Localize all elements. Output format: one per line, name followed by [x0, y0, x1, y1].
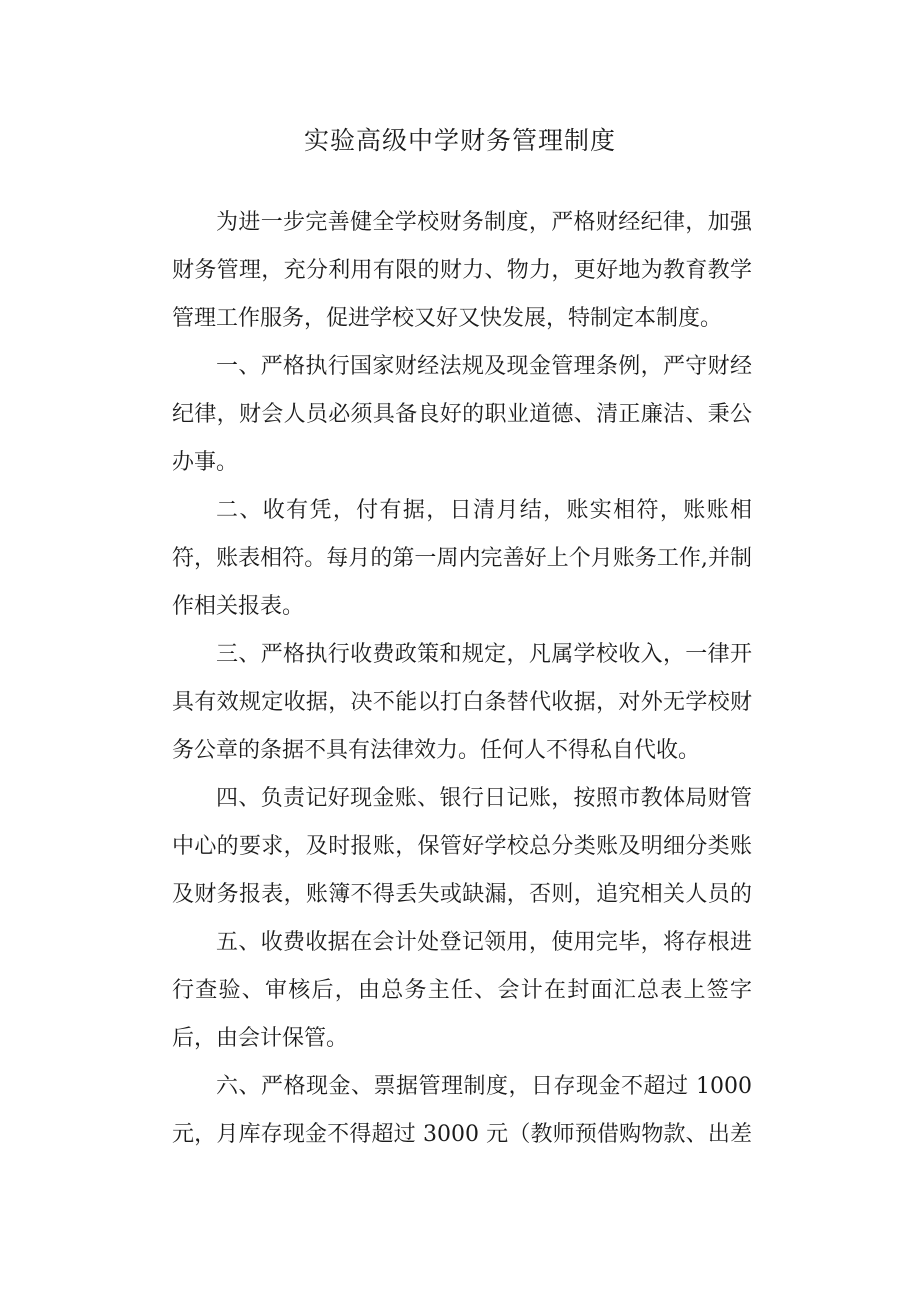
paragraph-intro: 为进一步完善健全学校财务制度，严格财经纪律，加强财务管理，充分利用有限的财力、物力，更好地为教育教学管理工作服务，促进学校又好又快发展，特制定本制度。: [172, 210, 752, 331]
document-title: 实验高级中学财务管理制度: [303, 126, 616, 155]
paragraph-clause-3: 三、严格执行收费政策和规定，凡属学校收入，一律开具有效规定收据，决不能以打白条替代收据，对外无学校财务公章的条据不具有法律效力。任何人不得私自代收。: [172, 642, 752, 763]
paragraph-clause-2: 二、收有凭，付有据，日清月结，账实相符，账账相符，账表相符。每月的第一周内完善好上个月账务工作,并制作相关报表。: [172, 498, 752, 619]
paragraph-clause-4: 四、负责记好现金账、银行日记账，按照市教体局财管中心的要求，及时报账，保管好学校总分类账及明细分类账及财务报表，账簿不得丢失或缺漏，否则，追究相关人员的: [172, 786, 752, 907]
document-body: [172, 199, 752, 1159]
paragraph-clause-6: 六、严格现金、票据管理制度，日存现金不超过 1000 元，月库存现金不得超过 3000 元（教师预借购物款、出差: [172, 1074, 752, 1147]
paragraph-clause-5: 五、收费收据在会计处登记领用，使用完毕，将存根进行查验、审核后，由总务主任、会计在封面汇总表上签字后，由会计保管。: [172, 930, 752, 1051]
paragraph-clause-1: 一、严格执行国家财经法规及现金管理条例，严守财经纪律，财会人员必须具备良好的职业道德、清正廉洁、秉公办事。: [172, 354, 752, 475]
